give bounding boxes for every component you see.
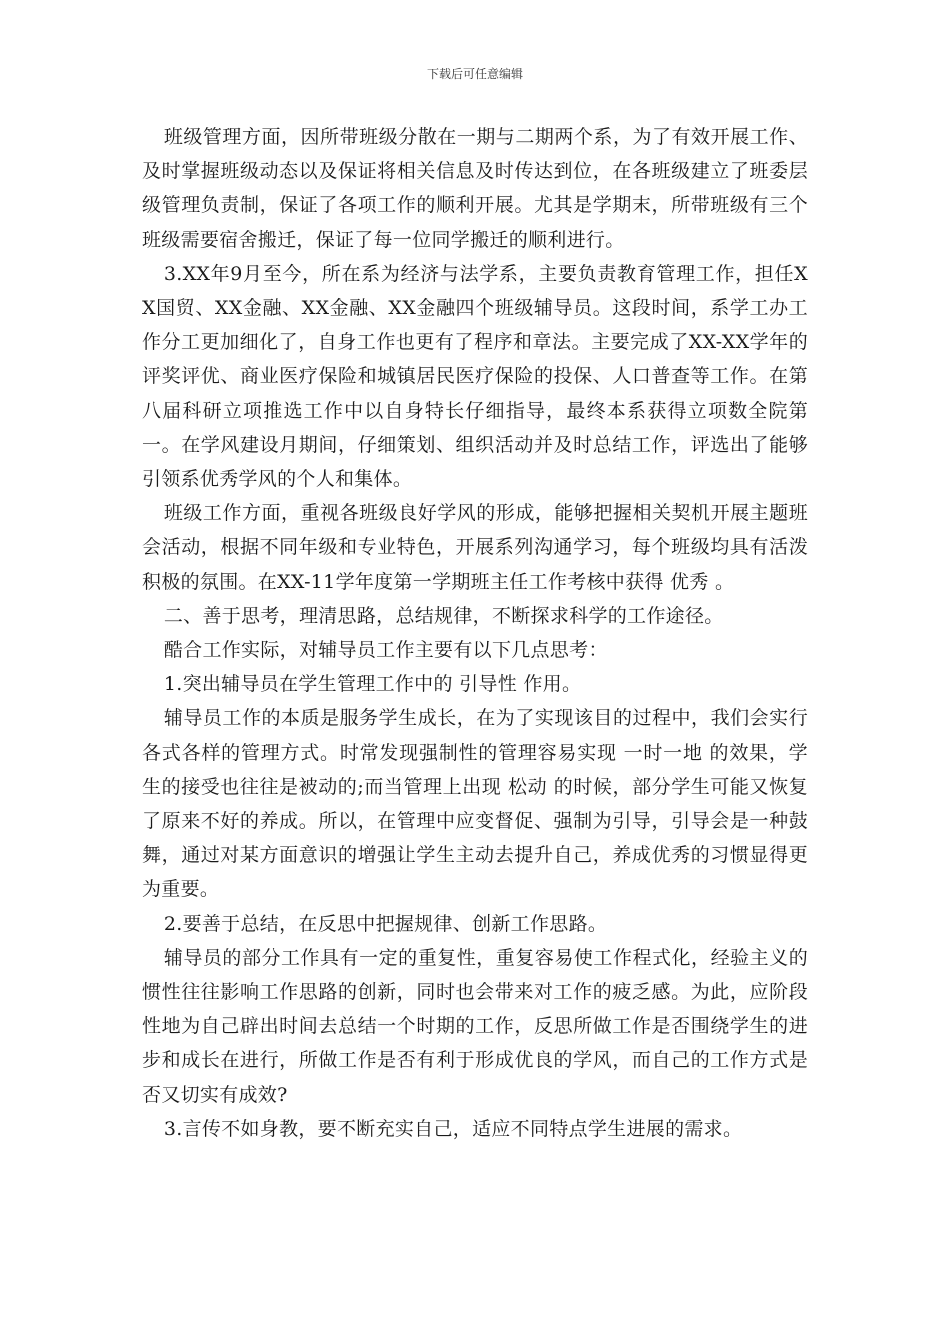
point-2-heading: 2.要善于总结，在反思中把握规律、创新工作思路。 bbox=[163, 912, 608, 935]
paragraph-item-3-economics-law: 3.XX年9月至今，所在系为经济与法学系，主要负责教育管理工作，担任XX国贸、XX金融、XX金融、XX金融四个班级辅导员。这段时间，系学工办工作分工更加细化了，自身工作也更有了程序和章法。主要完成了XX-XX学年的评奖评优、商业医疗保险和城镇居民医疗保险的投保、人口普查等工作。在第八届科研立项推选工作中以自身特长仔细指导，最终本系获得立项数全院第一。在学风建设月期间，仔细策划、组织活动并及时总结工作，评选出了能够引领系优秀学风的个人和集体。 bbox=[142, 262, 808, 491]
paragraph-class-work: 班级工作方面，重视各班级良好学风的形成，能够把握相关契机开展主题班会活动，根据不同年级和专业特色，开展系列沟通学习，每个班级均具有活泼积极的氛围。在XX-11学年度第一学期班主任工作考核中获得 优秀 。 bbox=[142, 502, 808, 593]
point-1-body: 辅导员工作的本质是服务学生成长，在为了实现该目的过程中，我们会实行各式各样的管理方式。时常发现强制性的管理容易实现 一时一地 的效果，学生的接受也往往是被动的;而当管理上出现 松动 的时候，部分学生可能又恢复了原来不好的养成。所以，在管理中应变督促、强制为引导，引导会是一种鼓舞，通过对某方面意识的增强让学生主动去提升自己，养成优秀的习惯显得更为重要。 bbox=[142, 707, 808, 901]
point-2-body: 辅导员的部分工作具有一定的重复性，重复容易使工作程式化，经验主义的惯性往往影响工作思路的创新，同时也会带来对工作的疲乏感。为此，应阶段性地为自己辟出时间去总结一个时期的工作，反思所做工作是否围绕学生的进步和成长在进行，所做工作是否有利于形成优良的学风，而自己的工作方式是否又切实有成效? bbox=[142, 946, 808, 1106]
paragraph-intro-thoughts: 酷合工作实际，对辅导员工作主要有以下几点思考： bbox=[163, 639, 608, 662]
document-body bbox=[142, 120, 808, 1146]
paragraph-class-management: 班级管理方面，因所带班级分散在一期与二期两个系，为了有效开展工作、及时掌握班级动态以及保证将相关信息及时传达到位，在各班级建立了班委层级管理负责制，保证了各项工作的顺利开展。尤其是学期末，所带班级有三个班级需要宿舍搬迁，保证了每一位同学搬迁的顺利进行。 bbox=[142, 126, 808, 251]
page-header-note: 下载后可任意编辑 bbox=[426, 67, 523, 81]
point-3-heading: 3.言传不如身教，要不断充实自己，适应不同特点学生进展的需求。 bbox=[163, 1117, 743, 1140]
section-heading-two: 二、善于思考，理清思路，总结规律，不断探求科学的工作途径。 bbox=[163, 604, 724, 627]
point-1-heading: 1.突出辅导员在学生管理工作中的 引导性 作用。 bbox=[163, 673, 582, 696]
